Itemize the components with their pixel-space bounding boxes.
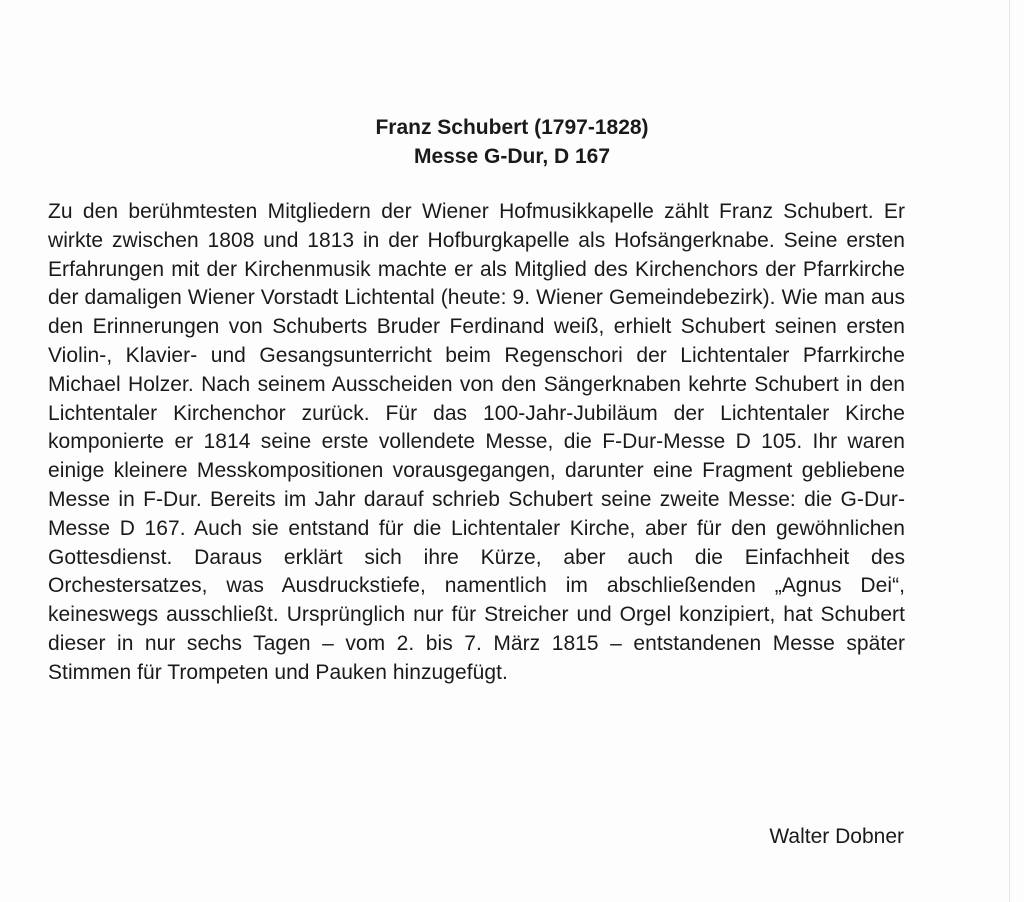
body-paragraph: Zu den berühmtesten Mitgliedern der Wiener Hofmusikkapelle zählt Franz Schubert. Er wirkte zwischen 1808 und 1813 in der Hofburgkapelle als Hofsängerknabe. Seine ersten Erfahrungen mit der Kirchenmusik machte er als Mitglied des Kirchenchors der Pfarrkirche der damaligen Wiener Vorstadt Lichtental (heute: 9. Wiener Gemeindebezirk). Wie man aus den Erinnerungen von Schuberts Bruder Ferdinand weiß, erhielt Schubert seinen ersten Violin-, Klavier- und Gesangsunterricht beim Regenschori der Lichtentaler Pfarrkirche Michael Holzer. Nach seinem Ausscheiden von den Sängerknaben kehrte Schubert in den Lichtentaler Kirchenchor zurück. Für das 100-Jahr-Jubiläum der Lichtentaler Kirche komponierte er 1814 seine erste vollendete Messe, die F-Dur-Messe D 105. Ihr waren einige kleinere Messkompositionen vorausgegangen, darunter eine Fragment gebliebene Messe in F-Dur. Bereits im Jahr darauf schrieb Schubert seine zweite Messe: die G-Dur-Messe D 167. Auch sie entstand für die Lichtentaler Kirche, aber für den gewöhnlichen Gottesdienst. Daraus erklärt sich ihre Kürze, aber auch die Einfachheit des Orchestersatzes, was Ausdruckstiefe, namentlich im abschließenden „Agnus Dei“, keineswegs ausschließt. Ursprünglich nur für Streicher und Orgel konzipiert, hat Schubert dieser in nur sechs Tagen – vom 2. bis 7. März 1815 – entstandenen Messe später Stimmen für Trompeten und Pauken hinzugefügt. <box>48 200 905 684</box>
heading-composer: Franz Schubert (1797-1828) <box>375 116 649 139</box>
author-signature: Walter Dobner <box>769 825 904 848</box>
document-heading <box>0 113 1024 171</box>
heading-work: Messe G-Dur, D 167 <box>413 145 611 168</box>
